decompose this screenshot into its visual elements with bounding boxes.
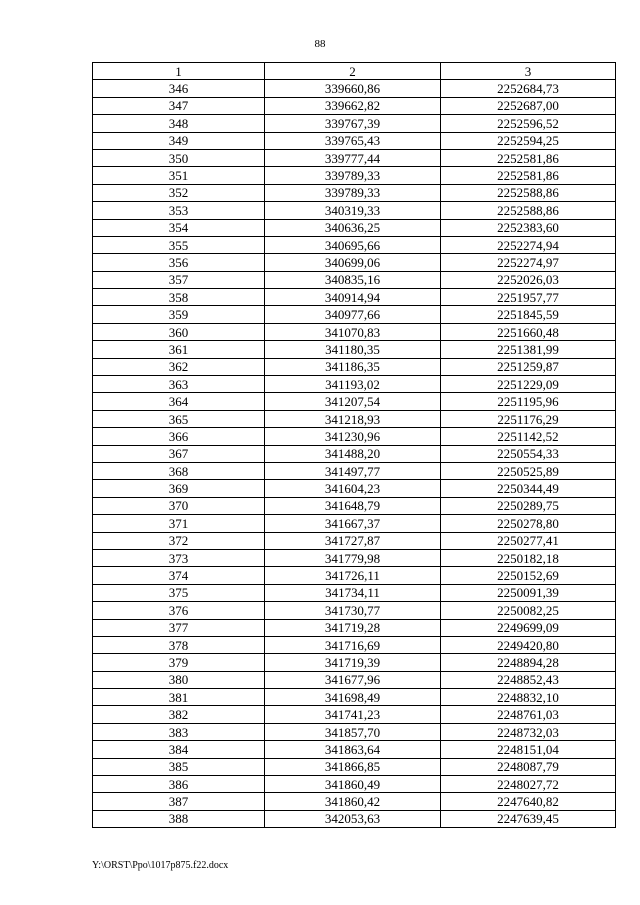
table-row [93, 254, 616, 271]
y-coordinate-cell: 2250344,49 [441, 480, 616, 497]
y-coordinate-cell: 2252383,60 [441, 219, 616, 236]
point-number-cell: 378 [93, 636, 265, 653]
y-coordinate-cell: 2250278,80 [441, 515, 616, 532]
table-row [93, 236, 616, 253]
x-coordinate-cell: 341866,85 [265, 758, 441, 775]
column-header-3: 3 [441, 63, 616, 80]
point-number-cell: 375 [93, 584, 265, 601]
point-number-cell: 363 [93, 376, 265, 393]
table-row [93, 271, 616, 288]
y-coordinate-cell: 2251229,09 [441, 376, 616, 393]
y-coordinate-cell: 2252684,73 [441, 80, 616, 97]
x-coordinate-cell: 340977,66 [265, 306, 441, 323]
x-coordinate-cell: 341604,23 [265, 480, 441, 497]
point-number-cell: 388 [93, 810, 265, 827]
point-number-cell: 358 [93, 289, 265, 306]
table-row [93, 758, 616, 775]
point-number-cell: 382 [93, 706, 265, 723]
table-row [93, 636, 616, 653]
point-number-cell: 376 [93, 602, 265, 619]
x-coordinate-cell: 340835,16 [265, 271, 441, 288]
point-number-cell: 380 [93, 671, 265, 688]
point-number-cell: 355 [93, 236, 265, 253]
table-row [93, 480, 616, 497]
x-coordinate-cell: 341230,96 [265, 428, 441, 445]
x-coordinate-cell: 339662,82 [265, 97, 441, 114]
x-coordinate-cell: 341863,64 [265, 741, 441, 758]
y-coordinate-cell: 2252581,86 [441, 149, 616, 166]
x-coordinate-cell: 341726,11 [265, 567, 441, 584]
point-number-cell: 367 [93, 445, 265, 462]
x-coordinate-cell: 340914,94 [265, 289, 441, 306]
table-row [93, 654, 616, 671]
y-coordinate-cell: 2249420,80 [441, 636, 616, 653]
table-row [93, 671, 616, 688]
y-coordinate-cell: 2248151,04 [441, 741, 616, 758]
point-number-cell: 366 [93, 428, 265, 445]
point-number-cell: 381 [93, 689, 265, 706]
y-coordinate-cell: 2252274,97 [441, 254, 616, 271]
x-coordinate-cell: 339789,33 [265, 184, 441, 201]
point-number-cell: 373 [93, 549, 265, 566]
y-coordinate-cell: 2251176,29 [441, 410, 616, 427]
x-coordinate-cell: 341716,69 [265, 636, 441, 653]
y-coordinate-cell: 2251259,87 [441, 358, 616, 375]
y-coordinate-cell: 2252588,86 [441, 202, 616, 219]
point-number-cell: 387 [93, 793, 265, 810]
point-number-cell: 364 [93, 393, 265, 410]
y-coordinate-cell: 2248087,79 [441, 758, 616, 775]
table-row [93, 393, 616, 410]
x-coordinate-cell: 341488,20 [265, 445, 441, 462]
x-coordinate-cell: 341218,93 [265, 410, 441, 427]
footer-file-path: Y:\ORST\Ppo\1017p875.f22.docx [92, 860, 229, 871]
y-coordinate-cell: 2252594,25 [441, 132, 616, 149]
table-row [93, 706, 616, 723]
y-coordinate-cell: 2250091,39 [441, 584, 616, 601]
point-number-cell: 374 [93, 567, 265, 584]
y-coordinate-cell: 2250182,18 [441, 549, 616, 566]
table-row [93, 184, 616, 201]
x-coordinate-cell: 340699,06 [265, 254, 441, 271]
table-row [93, 776, 616, 793]
y-coordinate-cell: 2248852,43 [441, 671, 616, 688]
y-coordinate-cell: 2251957,77 [441, 289, 616, 306]
point-number-cell: 385 [93, 758, 265, 775]
page-number: 88 [314, 38, 326, 50]
point-number-cell: 362 [93, 358, 265, 375]
point-number-cell: 369 [93, 480, 265, 497]
y-coordinate-cell: 2251195,96 [441, 393, 616, 410]
x-coordinate-cell: 339765,43 [265, 132, 441, 149]
point-number-cell: 386 [93, 776, 265, 793]
table-row [93, 793, 616, 810]
y-coordinate-cell: 2248894,28 [441, 654, 616, 671]
table-row [93, 515, 616, 532]
y-coordinate-cell: 2252588,86 [441, 184, 616, 201]
x-coordinate-cell: 340319,33 [265, 202, 441, 219]
y-coordinate-cell: 2248832,10 [441, 689, 616, 706]
y-coordinate-cell: 2251660,48 [441, 323, 616, 340]
x-coordinate-cell: 341734,11 [265, 584, 441, 601]
x-coordinate-cell: 339777,44 [265, 149, 441, 166]
table-row [93, 723, 616, 740]
x-coordinate-cell: 341667,37 [265, 515, 441, 532]
y-coordinate-cell: 2250525,89 [441, 462, 616, 479]
column-header-1: 1 [93, 63, 265, 80]
x-coordinate-cell: 341730,77 [265, 602, 441, 619]
x-coordinate-cell: 341207,54 [265, 393, 441, 410]
table-row [93, 97, 616, 114]
y-coordinate-cell: 2252687,00 [441, 97, 616, 114]
x-coordinate-cell: 341677,96 [265, 671, 441, 688]
table-row [93, 428, 616, 445]
table-row [93, 619, 616, 636]
table-row [93, 167, 616, 184]
y-coordinate-cell: 2247640,82 [441, 793, 616, 810]
x-coordinate-cell: 341698,49 [265, 689, 441, 706]
y-coordinate-cell: 2250152,69 [441, 567, 616, 584]
table-row [93, 532, 616, 549]
table-row [93, 410, 616, 427]
table-header [93, 63, 616, 80]
point-number-cell: 360 [93, 323, 265, 340]
point-number-cell: 383 [93, 723, 265, 740]
y-coordinate-cell: 2252581,86 [441, 167, 616, 184]
table-row [93, 115, 616, 132]
x-coordinate-cell: 340636,25 [265, 219, 441, 236]
y-coordinate-cell: 2250277,41 [441, 532, 616, 549]
point-number-cell: 351 [93, 167, 265, 184]
table-row [93, 323, 616, 340]
x-coordinate-cell: 341070,83 [265, 323, 441, 340]
y-coordinate-cell: 2251845,59 [441, 306, 616, 323]
table-row [93, 810, 616, 827]
y-coordinate-cell: 2252274,94 [441, 236, 616, 253]
x-coordinate-cell: 341741,23 [265, 706, 441, 723]
x-coordinate-cell: 341180,35 [265, 341, 441, 358]
header-row [93, 63, 616, 80]
x-coordinate-cell: 341727,87 [265, 532, 441, 549]
point-number-cell: 354 [93, 219, 265, 236]
table-row [93, 741, 616, 758]
point-number-cell: 370 [93, 497, 265, 514]
table-row [93, 462, 616, 479]
table-row [93, 567, 616, 584]
x-coordinate-cell: 341648,79 [265, 497, 441, 514]
table-row [93, 219, 616, 236]
x-coordinate-cell: 341779,98 [265, 549, 441, 566]
table-row [93, 341, 616, 358]
y-coordinate-cell: 2248732,03 [441, 723, 616, 740]
point-number-cell: 347 [93, 97, 265, 114]
table-row [93, 549, 616, 566]
point-number-cell: 346 [93, 80, 265, 97]
x-coordinate-cell: 342053,63 [265, 810, 441, 827]
point-number-cell: 349 [93, 132, 265, 149]
y-coordinate-cell: 2250082,25 [441, 602, 616, 619]
coordinates-table [92, 62, 616, 828]
y-coordinate-cell: 2251381,99 [441, 341, 616, 358]
y-coordinate-cell: 2251142,52 [441, 428, 616, 445]
point-number-cell: 350 [93, 149, 265, 166]
x-coordinate-cell: 341193,02 [265, 376, 441, 393]
x-coordinate-cell: 340695,66 [265, 236, 441, 253]
table-row [93, 80, 616, 97]
y-coordinate-cell: 2247639,45 [441, 810, 616, 827]
point-number-cell: 356 [93, 254, 265, 271]
x-coordinate-cell: 341186,35 [265, 358, 441, 375]
point-number-cell: 372 [93, 532, 265, 549]
x-coordinate-cell: 341860,49 [265, 776, 441, 793]
table-row [93, 689, 616, 706]
table-row [93, 358, 616, 375]
point-number-cell: 365 [93, 410, 265, 427]
y-coordinate-cell: 2250554,33 [441, 445, 616, 462]
y-coordinate-cell: 2252596,52 [441, 115, 616, 132]
table-row [93, 445, 616, 462]
point-number-cell: 377 [93, 619, 265, 636]
x-coordinate-cell: 339789,33 [265, 167, 441, 184]
x-coordinate-cell: 341497,77 [265, 462, 441, 479]
x-coordinate-cell: 341860,42 [265, 793, 441, 810]
point-number-cell: 379 [93, 654, 265, 671]
y-coordinate-cell: 2249699,09 [441, 619, 616, 636]
x-coordinate-cell: 341857,70 [265, 723, 441, 740]
point-number-cell: 361 [93, 341, 265, 358]
table-body [93, 80, 616, 828]
table-row [93, 306, 616, 323]
table-row [93, 132, 616, 149]
x-coordinate-cell: 339767,39 [265, 115, 441, 132]
x-coordinate-cell: 339660,86 [265, 80, 441, 97]
table-row [93, 602, 616, 619]
table-row [93, 497, 616, 514]
y-coordinate-cell: 2248027,72 [441, 776, 616, 793]
table-row [93, 202, 616, 219]
point-number-cell: 353 [93, 202, 265, 219]
table-row [93, 149, 616, 166]
x-coordinate-cell: 341719,28 [265, 619, 441, 636]
point-number-cell: 348 [93, 115, 265, 132]
y-coordinate-cell: 2248761,03 [441, 706, 616, 723]
y-coordinate-cell: 2250289,75 [441, 497, 616, 514]
y-coordinate-cell: 2252026,03 [441, 271, 616, 288]
point-number-cell: 384 [93, 741, 265, 758]
point-number-cell: 371 [93, 515, 265, 532]
point-number-cell: 368 [93, 462, 265, 479]
column-header-2: 2 [265, 63, 441, 80]
point-number-cell: 359 [93, 306, 265, 323]
table-row [93, 289, 616, 306]
x-coordinate-cell: 341719,39 [265, 654, 441, 671]
table-row [93, 584, 616, 601]
point-number-cell: 357 [93, 271, 265, 288]
table-row [93, 376, 616, 393]
point-number-cell: 352 [93, 184, 265, 201]
